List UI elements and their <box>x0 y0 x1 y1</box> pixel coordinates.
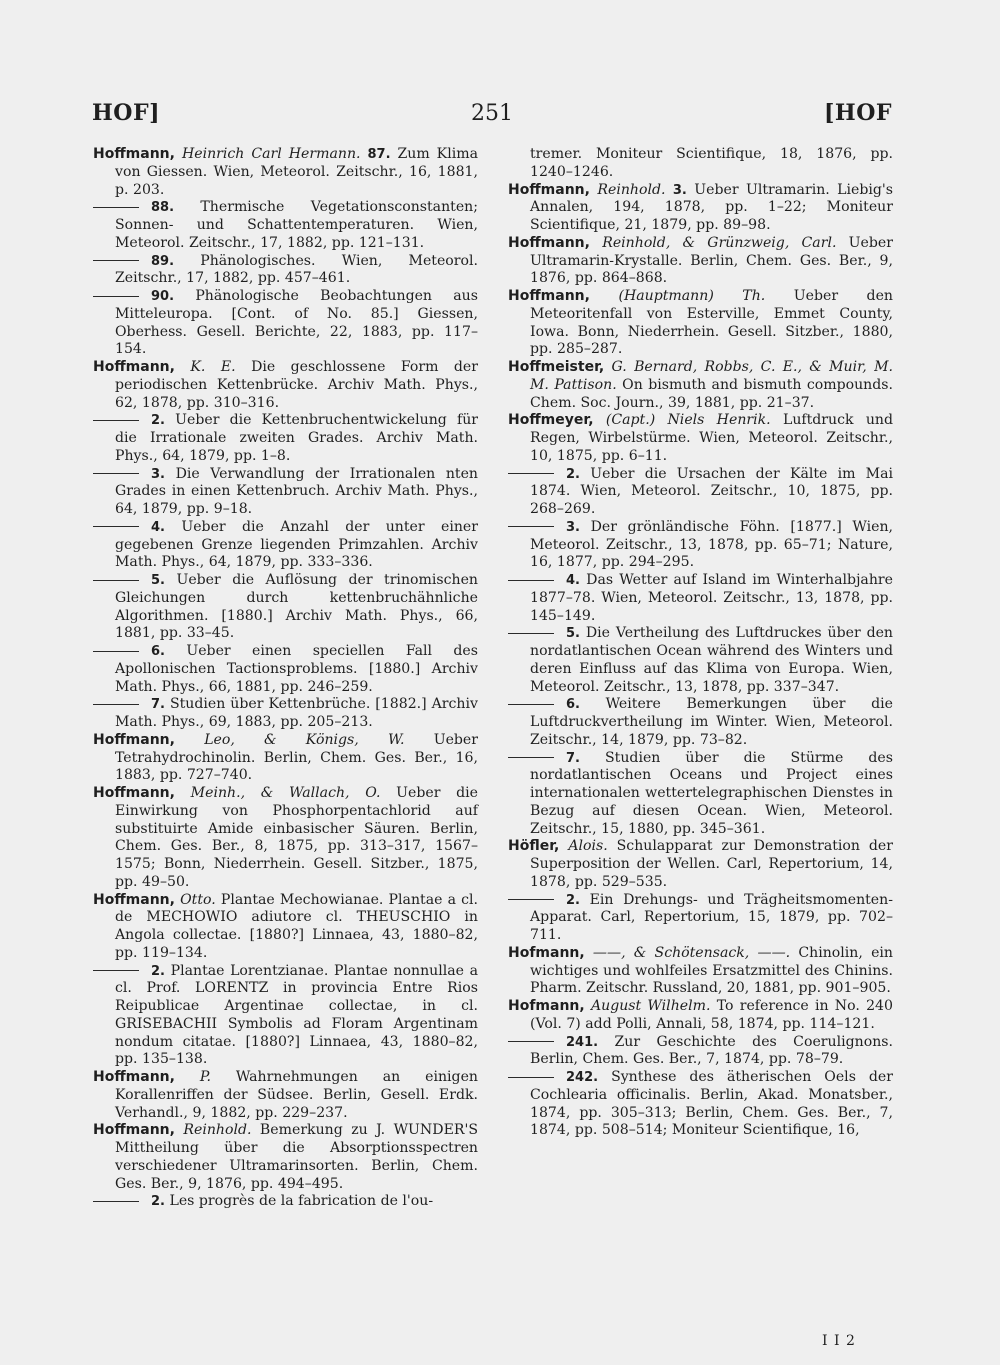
entry-number: 3. <box>566 519 580 535</box>
repeat-author-dash <box>93 473 139 474</box>
bibliography-entry <box>93 199 478 252</box>
entry-given-names: Heinrich Carl Hermann. <box>181 146 361 162</box>
entry-text: Plantae Mechowianae. Plantae a cl. de MECHOWIO adiutore cl. THEUSCHIO in Angola collectae. [1880?] Linnaea, 43, 1880–82, pp. 119–134. <box>115 891 479 961</box>
entry-author: Hoffmann, <box>93 359 175 375</box>
entry-given-names: Reinhold, & Grünzweig, Carl. <box>602 234 837 251</box>
entry-author: Hoffmann, <box>508 234 590 251</box>
entry-number: 2. <box>566 892 580 908</box>
entry-number: 3. <box>672 182 687 198</box>
entry-text: Ueber Ultramarin. Liebig's Annalen, 194, 1878, pp. 1–22; Moniteur Scientifique, 21, 1879, pp. 89–98. <box>530 181 894 233</box>
repeat-author-dash <box>508 757 554 758</box>
entry-number: 2. <box>151 1194 165 1210</box>
entry-author: Hoffmann, <box>508 181 590 198</box>
entry-text: Studien über die Stürme des nordatlantischen Oceans und Project eines internationalen wettertelegraphischen Dienstes in Bezug auf diesen Ocean. Wien, Meteorol. Zeitschr., 15, 1880, pp. 345–361. <box>530 749 893 837</box>
entry-author: Hoffmann, <box>93 1069 175 1085</box>
entry-text: Weitere Bemerkungen über die Luftdruckvertheilung im Winter. Wien, Meteorol. Zeitschr., 14, 1879, pp. 73–82. <box>530 696 893 748</box>
bibliography-entry <box>93 288 478 359</box>
bibliography-entry <box>93 732 478 785</box>
repeat-author-dash <box>508 526 554 527</box>
repeat-author-dash <box>93 704 139 705</box>
entry-text: Wahrnehmungen an einigen Korallenriffen der Südsee. Berlin, Gesell. Erdk. Verhandl., 9, 1882, pp. 229–237. <box>115 1069 478 1121</box>
bibliography-entry <box>93 643 478 696</box>
entry-given-names: August Wilhelm. <box>590 998 711 1014</box>
running-head-right: [HOF <box>824 100 892 126</box>
entry-text: Ueber einen speciellen Fall des Apollonischen Tactionsproblems. [1880.] Archiv Math. Phys., 66, 1881, pp. 246–259. <box>115 643 479 695</box>
entry-number: 6. <box>151 644 165 659</box>
right-column <box>508 146 893 1211</box>
entry-given-names: Otto. <box>180 891 216 908</box>
repeat-author-dash <box>93 1201 139 1202</box>
entry-text: Zur Geschichte des Coerulignons. Berlin, Chem. Ges. Ber., 7, 1874, pp. 78–79. <box>530 1033 893 1068</box>
left-column <box>93 146 478 1211</box>
entry-text: To reference in No. 240 (Vol. 7) add Polli, Annali, 58, 1874, pp. 114–121. <box>530 998 893 1032</box>
entry-number: 241. <box>566 1034 599 1050</box>
entry-text: Phänologisches. Wien, Meteorol. Zeitschr., 17, 1882, pp. 457–461. <box>115 252 478 287</box>
entry-number: 2. <box>151 413 165 429</box>
repeat-author-dash <box>508 633 554 634</box>
entry-given-names: Reinhold. <box>183 1122 252 1139</box>
repeat-author-dash <box>93 420 139 421</box>
repeat-author-dash <box>508 899 554 900</box>
entry-number: 7. <box>566 750 580 766</box>
entry-author: Hoffmann, <box>93 146 175 162</box>
bibliography-entry <box>93 892 478 963</box>
entry-author: Hoffmeister, <box>508 359 605 375</box>
entry-text: Die Vertheilung des Luftdruckes über den nordatlantischen Ocean während des Winters und deren Einfluss auf das Klima von Europa. Wien, Meteorol. Zeitschr., 13, 1878, pp. 337–347. <box>530 625 894 695</box>
entry-text: Ein Drehungs- und Trägheitsmomenten-Apparat. Carl, Repertorium, 15, 1879, pp. 702–711. <box>530 891 893 943</box>
entry-text: Ueber Ultramarin-Krystalle. Berlin, Chem. Ges. Ber., 9, 1876, pp. 864–868. <box>530 234 893 287</box>
bibliography-entry <box>93 785 478 892</box>
bibliography-entry <box>508 838 893 891</box>
bibliography-entry <box>508 1069 893 1140</box>
bibliography-entry <box>93 519 478 572</box>
entry-text: Luftdruck und Regen, Wirbelstürme. Wien, Meteorol. Zeitschr., 10, 1875, pp. 6–11. <box>530 412 894 464</box>
bibliography-entry <box>508 359 893 412</box>
bibliography-entry <box>93 572 478 643</box>
page-number: 251 <box>471 101 513 126</box>
entry-author: Hoffmann, <box>508 288 590 304</box>
entry-text: Das Wetter auf Island im Winterhalbjahre 1877–78. Wien, Meteorol. Zeitschr., 13, 1878, pp. 145–149. <box>530 572 893 624</box>
entry-text: Ueber die Anzahl der unter einer gegebenen Grenze liegenden Primzahlen. Archiv Math. Phys., 64, 1879, pp. 333–336. <box>115 518 478 571</box>
bibliography-entry <box>508 288 893 359</box>
entry-given-names: K. E. <box>190 359 236 375</box>
entry-number: 4. <box>566 573 580 588</box>
bibliography-entry <box>508 572 893 625</box>
entry-author: Hofmann, <box>508 944 585 961</box>
entry-given-names: G. Bernard, Robbs, C. E., & Muir, M. M. Pattison. <box>530 359 893 393</box>
bibliography-entry <box>93 1193 478 1211</box>
entry-number: 6. <box>566 697 580 713</box>
repeat-author-dash <box>93 970 139 971</box>
bibliography-entry <box>508 625 893 696</box>
columns <box>93 146 893 1211</box>
entry-text: Schulapparat zur Demonstration der Superposition der Wellen. Carl, Repertorium, 14, 1878, pp. 529–535. <box>530 838 893 890</box>
entry-number: 87. <box>367 147 391 162</box>
entry-number: 89. <box>151 253 175 269</box>
entry-text: Thermische Vegetationsconstanten; Sonnen- und Schattentemperaturen. Wien, Meteorol. Zeitschr., 17, 1882, pp. 121–131. <box>115 199 478 251</box>
bibliography-entry <box>93 1122 478 1193</box>
bibliography-entry <box>508 892 893 945</box>
entry-given-names: Reinhold. <box>597 181 666 198</box>
entry-text: Die geschlossene Form der periodischen Kettenbrücke. Archiv Math. Phys., 62, 1878, pp. 310–316. <box>115 359 478 411</box>
entry-text: Ueber die Ursachen der Kälte im Mai 1874. Wien, Meteorol. Zeitschr., 10, 1875, pp. 268–269. <box>530 465 894 517</box>
entry-given-names: Leo, & Königs, W. <box>204 731 405 748</box>
entry-number: 5. <box>151 573 165 588</box>
entry-given-names: Alois. <box>568 838 608 855</box>
bibliography-entry <box>508 182 893 235</box>
bibliography-entry <box>93 359 478 412</box>
bibliography-entry <box>93 253 478 289</box>
entry-text: Plantae Lorentzianae. Plantae nonnullae a cl. Prof. LORENTZ in provincia Entre Rios Reipublicae Argentinae collectae, in cl. GRISEBACHII Symbolis ad Floram Argentinam nondum citatae. [1880?] Linnaea, 43, 1880–82, pp. 135–138. <box>115 962 478 1068</box>
entry-text: Ueber Tetrahydrochinolin. Berlin, Chem. Ges. Ber., 16, 1883, pp. 727–740. <box>115 731 479 784</box>
entry-text: Ueber den Meteoritenfall von Esterville, Emmet County, Iowa. Bonn, Niederrhein. Gesell. Sitzber., 1880, pp. 285–287. <box>530 288 893 358</box>
entry-number: 88. <box>151 200 175 216</box>
entry-author: Hoffmann, <box>93 785 175 801</box>
entry-given-names: ——, & Schötensack, ——. <box>592 944 791 961</box>
entry-number: 2. <box>151 963 165 979</box>
entry-text: Ueber die Auflösung der trinomischen Gleichungen durch kettenbruchähnliche Algorithmen. [1880.] Archiv Math. Phys., 66, 1881, pp. 33–45. <box>115 572 478 642</box>
repeat-author-dash <box>93 580 139 581</box>
entry-number: 4. <box>151 519 165 535</box>
entry-text: Zum Klima von Giessen. Wien, Meteorol. Zeitschr., 16, 1881, p. 203. <box>115 146 478 198</box>
entry-number: 242. <box>566 1070 599 1085</box>
entry-author: Hoffmeyer, <box>508 412 594 429</box>
bibliography-entry <box>93 1069 478 1122</box>
entry-text: Ueber die Einwirkung von Phosphorpentachlorid auf substituirte Amide einbasischer Säuren. Berlin, Chem. Ges. Ber., 8, 1875, pp. 313–317, 1567–1575; Bonn, Niederrhein. Gesell. Sitzber., 1875, pp. 49–50. <box>115 785 479 890</box>
signature-mark: I I 2 <box>822 1333 856 1349</box>
bibliography-entry <box>508 696 893 749</box>
repeat-author-dash <box>93 260 139 261</box>
entry-text: Bemerkung zu J. WUNDER'S Mittheilung über die Absorptionsspectren verschiedener Ultramarinsorten. Berlin, Chem. Ges. Ber., 9, 1876, pp. 494–495. <box>115 1122 478 1192</box>
bibliography-entry <box>508 412 893 465</box>
entry-given-names: P. <box>199 1069 211 1085</box>
running-head <box>92 100 892 136</box>
entry-given-names: Meinh., & Wallach, O. <box>190 785 381 801</box>
repeat-author-dash <box>93 526 139 527</box>
repeat-author-dash <box>508 473 554 474</box>
bibliography-entry <box>93 146 478 199</box>
entry-text: Synthese des ätherischen Oels der Cochlearia officinalis. Berlin, Akad. Monatsber., 1874, pp. 305–313; Berlin, Chem. Ges. Ber., 7, 1874, pp. 508–514; Moniteur Scientifique, 16, <box>530 1069 893 1139</box>
entry-author: Hofmann, <box>508 998 585 1014</box>
entry-number: 90. <box>151 289 175 304</box>
repeat-author-dash <box>508 580 554 581</box>
entry-text: Die Verwandlung der Irrationalen nten Grades in einen Kettenbruch. Archiv Math. Phys., 64, 1879, pp. 9–18. <box>115 465 478 517</box>
entry-text: Der grönländische Föhn. [1877.] Wien, Meteorol. Zeitschr., 13, 1878, pp. 65–71; Nature, 16, 1877, pp. 294–295. <box>530 518 894 571</box>
entry-text: Chinolin, ein wichtiges und wohlfeiles Ersatzmittel des Chinins. Pharm. Zeitschr. Russland, 20, 1881, pp. 901–905. <box>530 944 893 997</box>
bibliography-entry <box>93 466 478 519</box>
entry-author: Hoffmann, <box>93 891 175 908</box>
entry-number: 5. <box>566 626 580 642</box>
running-head-left: HOF] <box>92 100 160 126</box>
bibliography-entry <box>508 1034 893 1070</box>
entry-text: Phänologische Beobachtungen aus Mitteleuropa. [Cont. of No. 85.] Giessen, Oberhess. Gesell. Berichte, 22, 1883, pp. 117–154. <box>115 288 478 358</box>
repeat-author-dash <box>508 704 554 705</box>
entry-author: Höfler, <box>508 838 560 855</box>
bibliography-entry <box>508 998 893 1034</box>
entry-number: 3. <box>151 466 165 482</box>
entry-number: 7. <box>151 697 165 713</box>
repeat-author-dash <box>93 296 139 297</box>
entry-author: Hoffmann, <box>93 1122 175 1139</box>
repeat-author-dash <box>508 1041 554 1042</box>
entry-given-names: (Hauptmann) Th. <box>618 288 766 304</box>
bibliography-entry <box>508 750 893 839</box>
entry-author: Hoffmann, <box>93 731 175 748</box>
entry-text: Les progrès de la fabrication de l'ou- <box>169 1193 434 1210</box>
entry-number: 2. <box>566 466 580 482</box>
bibliography-entry <box>508 146 893 182</box>
bibliography-entry <box>508 235 893 288</box>
entry-text: On bismuth and bismuth compounds. Chem. Soc. Journ., 39, 1881, pp. 21–37. <box>530 376 893 411</box>
entry-text: tremer. Moniteur Scientifique, 18, 1876, pp. 1240–1246. <box>530 146 893 180</box>
bibliography-entry <box>508 945 893 998</box>
bibliography-entry <box>93 412 478 465</box>
entry-text: Ueber die Kettenbruchentwickelung für die Irrationale zweiten Grades. Archiv Math. Phys., 64, 1879, pp. 1–8. <box>115 412 479 464</box>
bibliography-entry <box>93 963 478 1070</box>
repeat-author-dash <box>93 651 139 652</box>
entry-text: Studien über Kettenbrüche. [1882.] Archiv Math. Phys., 69, 1883, pp. 205–213. <box>115 696 478 730</box>
repeat-author-dash <box>508 1077 554 1078</box>
bibliography-entry <box>508 519 893 572</box>
bibliography-entry <box>508 466 893 519</box>
entry-given-names: (Capt.) Niels Henrik. <box>605 412 771 429</box>
bibliography-entry <box>93 696 478 732</box>
repeat-author-dash <box>93 207 139 208</box>
